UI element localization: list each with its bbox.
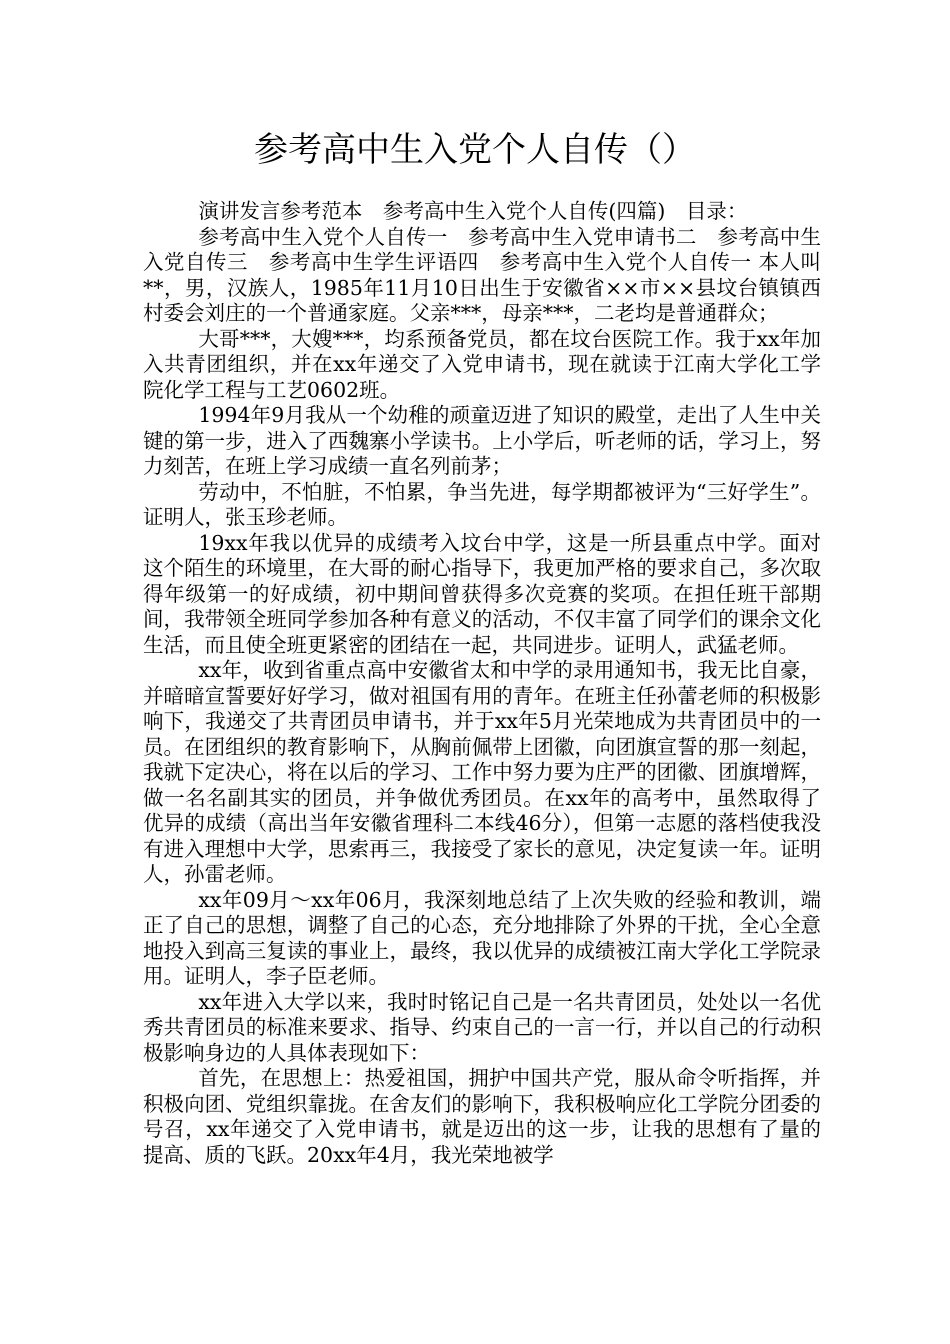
paragraph: 大哥***，大嫂***，均系预备党员，都在坟台医院工作。我于xx年加入共青团组织，并在xx年递交了入党申请书，现在就读于江南大学化工学院化学工程与工艺0602班。 (143, 326, 821, 402)
paragraph: xx年进入大学以来，我时时铭记自己是一名共青团员，处处以一名优秀共青团员的标准来要求、指导、约束自己的一言一行，并以自己的行动积极影响身边的人具体表现如下： (143, 989, 821, 1065)
document-body (143, 199, 821, 1168)
paragraph: 1994年9月我从一个幼稚的顽童迈进了知识的殿堂，走出了人生中关键的第一步，进入了西魏寨小学读书。上小学后，听老师的话，学习上，努力刻苦，在班上学习成绩一直名列前茅； (143, 403, 821, 478)
paragraph: xx年09月～xx年06月，我深刻地总结了上次失败的经验和教训，端正了自己的思想，调整了自己的心态，充分地排除了外界的干扰，全心全意地投入到高三复读的事业上，最终，我以优异的成绩被江南大学化工学院录用。证明人，李子臣老师。 (143, 887, 821, 988)
paragraph: xx年，收到省重点高中安徽省太和中学的录用通知书，我无比自豪，并暗暗宣誓要好好学习，做对祖国有用的青年。在班主任孙蕾老师的积极影响下，我递交了共青团员申请书，并于xx年5月光荣地成为共青团员中的一员。在团组织的教育影响下，从胸前佩带上团徽，向团旗宣誓的那一刻起，我就下定决心，将在以后的学习、工作中努力要为庄严的团徽、团旗增辉，做一名名副其实的团员，并争做优秀团员。在xx年的高考中，虽然取得了优异的成绩（高出当年安徽省理科二本线46分），但第一志愿的落档使我没有进入理想中大学，思索再三，我接受了家长的意见，决定复读一年。证明人，孙雷老师。 (143, 658, 821, 886)
paragraph: 劳动中，不怕脏，不怕累，争当先进，每学期都被评为“三好学生”。证明人，张玉珍老师。 (143, 479, 821, 529)
paragraph: 首先，在思想上：热爱祖国，拥护中国共产党，服从命令听指挥，并积极向团、党组织靠拢。在舍友们的影响下，我积极响应化工学院分团委的号召，xx年递交了入党申请书，就是迈出的这一步，让我的思想有了量的提高、质的飞跃。20xx年4月，我光荣地被学 (143, 1066, 821, 1167)
paragraph: 参考高中生入党个人自传一 参考高中生入党申请书二 参考高中生入党自传三 参考高中生学生评语四 参考高中生入党个人自传一 本人叫**，男，汉族人，1985年11月10日出生于安徽省××市××县坟台镇镇西村委会刘庄的一个普通家庭。父亲***，母亲***，二老均是普通群众； (143, 224, 821, 325)
paragraph: 演讲发言参考范本 参考高中生入党个人自传(四篇) 目录： (198, 199, 748, 223)
paragraph: 19xx年我以优异的成绩考入坟台中学，这是一所县重点中学。面对这个陌生的环境里，在大哥的耐心指导下，我更加严格的要求自己，多次取得年级第一的好成绩，初中期间曾获得多次竞赛的奖项。在担任班干部期间，我带领全班同学参加各种有意义的活动，不仅丰富了同学们的课余文化生活，而且使全班更紧密的团结在一起，共同进步。证明人，武猛老师。 (143, 530, 821, 657)
document-title: 参考高中生入党个人自传（） (254, 130, 696, 170)
